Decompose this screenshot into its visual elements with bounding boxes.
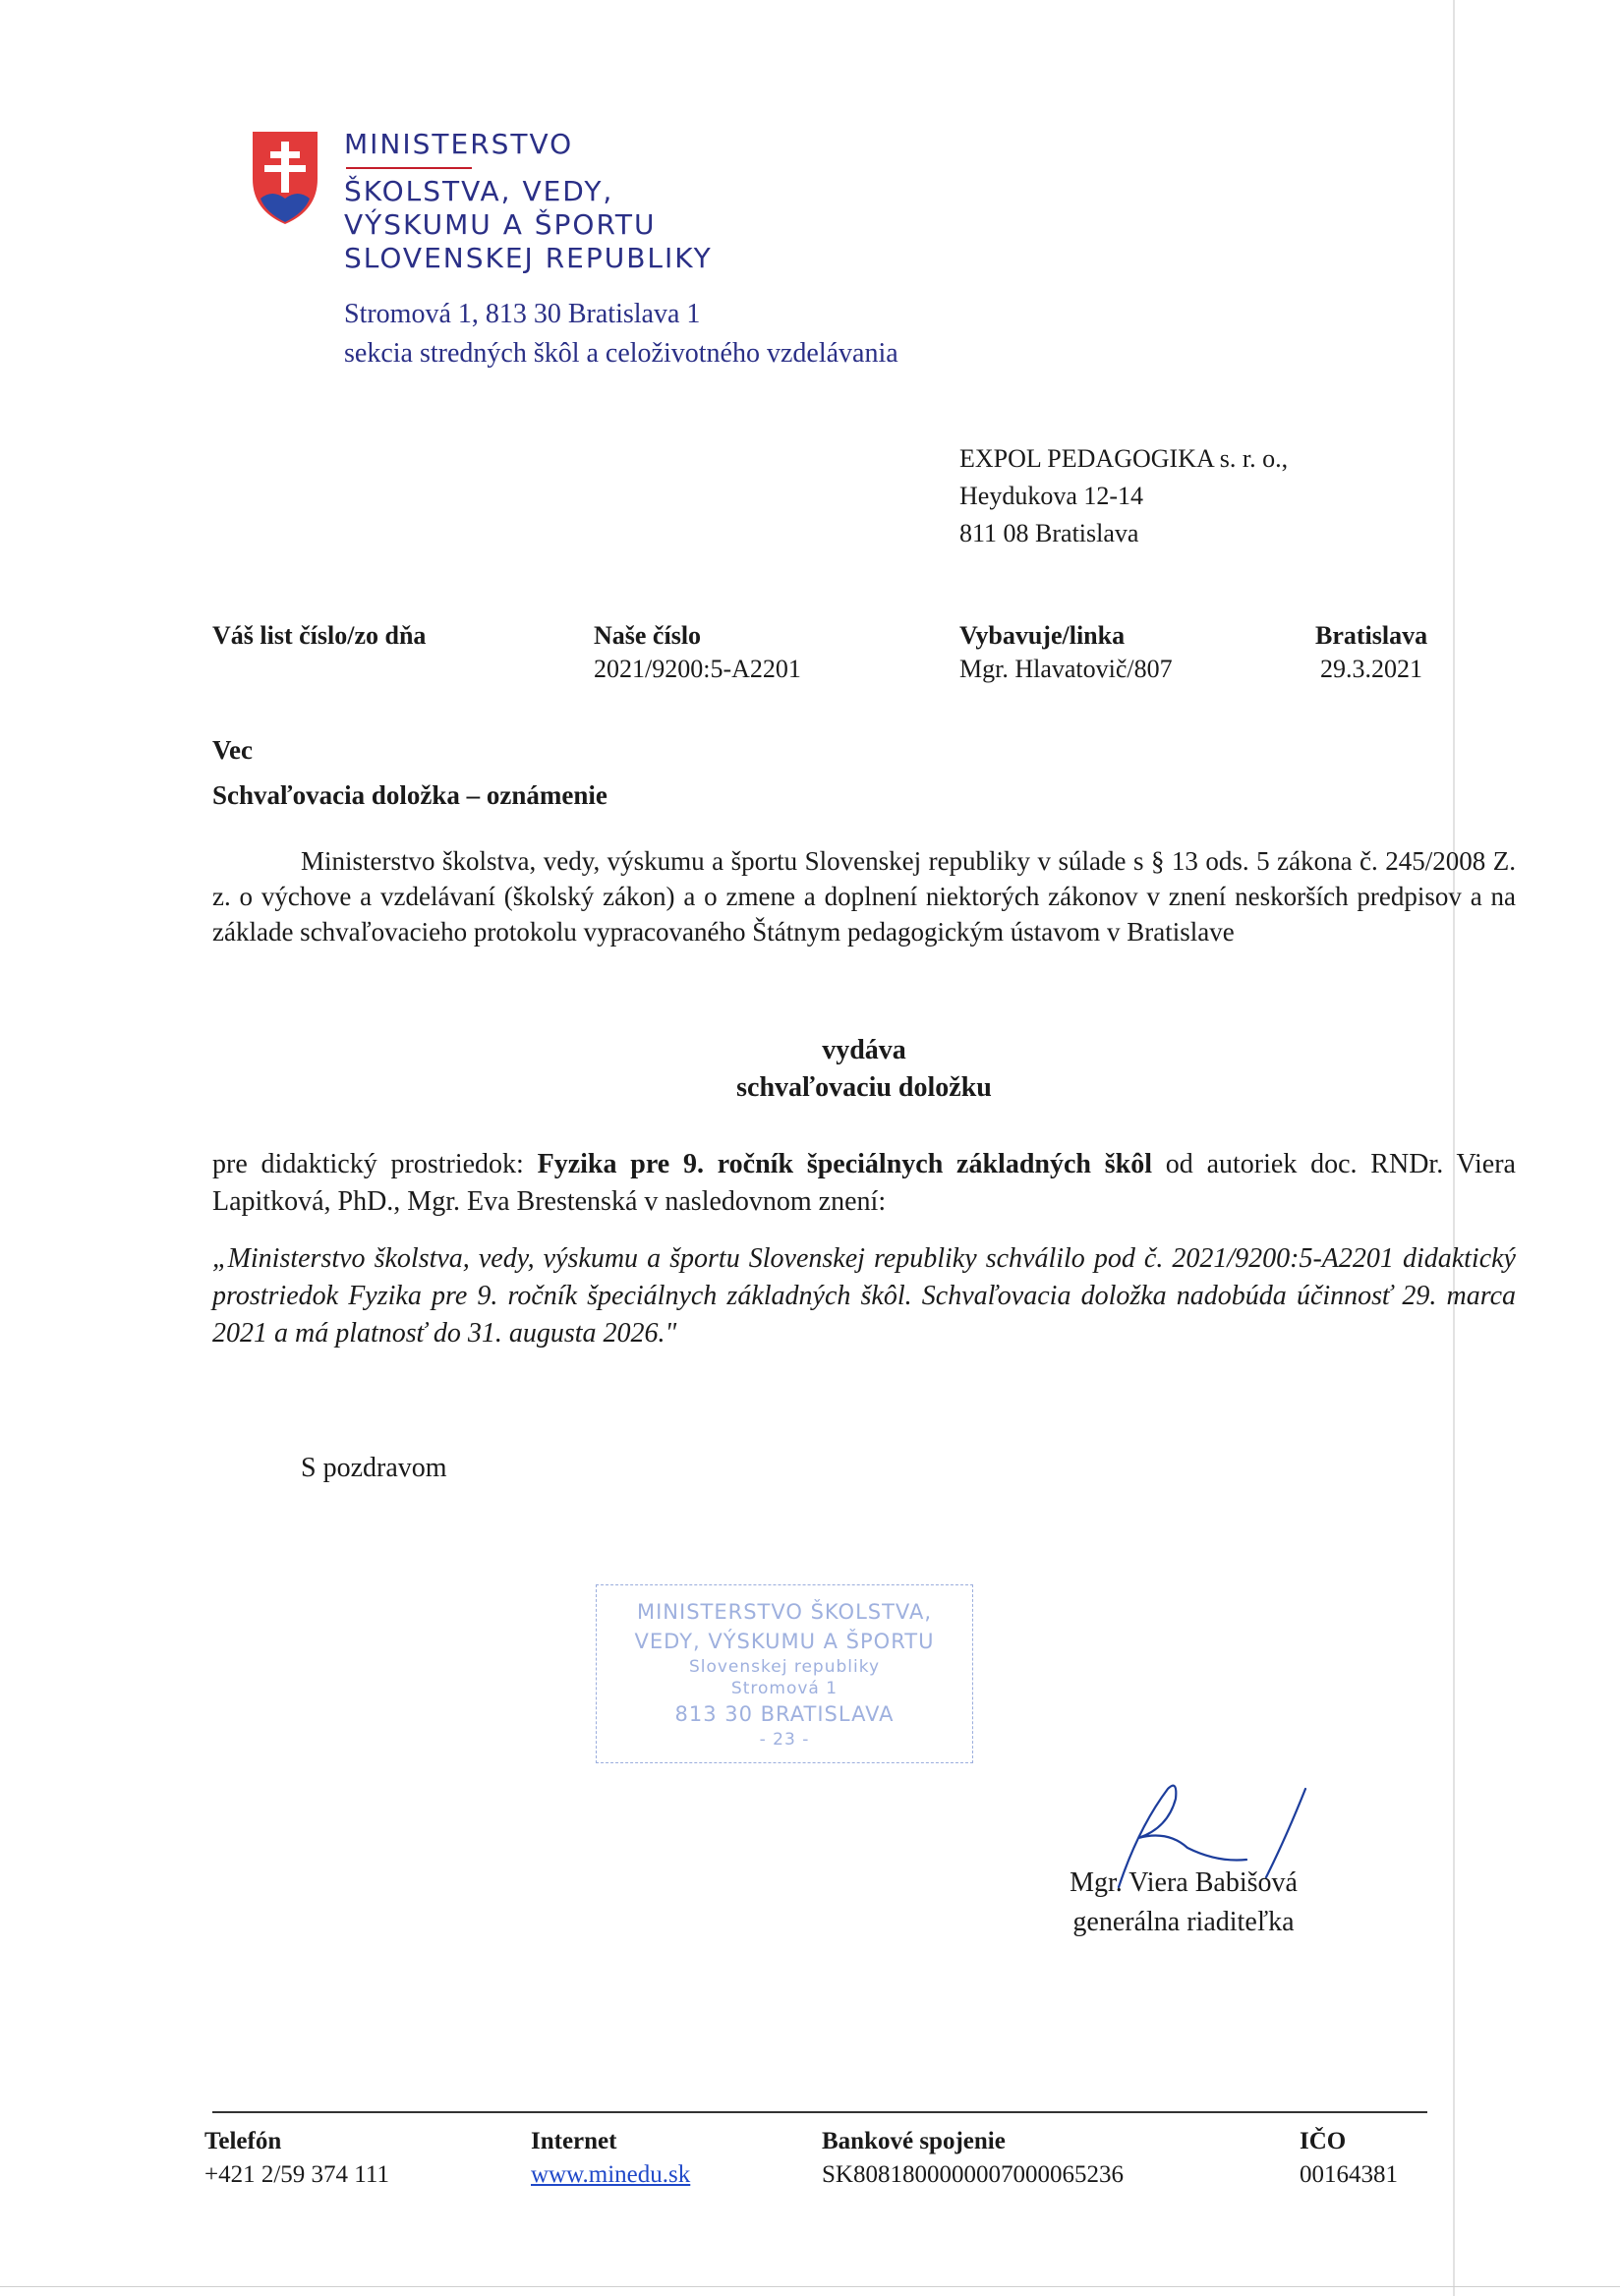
p2-suffix: od autoriek doc. RNDr. Viera Lapitková, PhD., Mgr. Eva Brestenská v nasledovnom znení: (212, 1149, 1516, 1217)
subject-title: Schvaľovacia doložka – oznámenie (212, 780, 608, 810)
footer-rule (212, 2111, 1427, 2113)
ministry-line-1: MINISTERSTVO (344, 128, 574, 160)
footer-internet-label: Internet (531, 2128, 617, 2154)
footer-phone (204, 2125, 389, 2192)
address-line-1: Stromová 1, 813 30 Bratislava 1 (344, 299, 701, 329)
signatory-role: generálna riaditeľka (1072, 1907, 1295, 1937)
ref-date-value: 29.3.2021 (1320, 655, 1423, 683)
ref-our-number (594, 619, 801, 686)
footer-ico-value: 00164381 (1300, 2161, 1398, 2188)
page-bottom-line (0, 2286, 1620, 2287)
recipient-line-2: Heydukova 12-14 (959, 482, 1144, 510)
ref-place-date (1315, 619, 1427, 686)
footer-bank-value: SK8081800000007000065236 (822, 2161, 1124, 2188)
subject-label: Vec (212, 735, 253, 765)
body-paragraph-2 (212, 1146, 1516, 1221)
signatory-name: Mgr. Viera Babišová (1070, 1867, 1298, 1898)
issues-line-2: schvaľovaciu doložku (736, 1072, 992, 1103)
ministry-red-rule (346, 167, 472, 169)
ref-handled-by-label: Vybavuje/linka (959, 621, 1126, 650)
ministry-line-2: ŠKOLSTVA, VEDY, (344, 175, 614, 207)
slovak-coat-of-arms-icon (251, 130, 319, 226)
footer-bank (822, 2125, 1124, 2192)
ref-handled-by (959, 619, 1173, 686)
ministry-line-3: VÝSKUMU A ŠPORTU (344, 208, 657, 241)
p2-title: Fyzika pre 9. ročník špeciálnych základných škôl (537, 1149, 1153, 1179)
ref-handled-by-value: Mgr. Hlavatovič/807 (959, 655, 1173, 683)
ministry-name (344, 128, 713, 275)
stamp-line-1: MINISTERSTVO ŠKOLSTVA, (637, 1600, 932, 1624)
ref-our-number-value: 2021/9200:5-A2201 (594, 655, 801, 683)
footer-ico (1300, 2125, 1398, 2192)
footer-phone-value: +421 2/59 374 111 (204, 2161, 389, 2188)
footer-internet (531, 2125, 690, 2192)
stamp-line-5: 813 30 BRATISLAVA (674, 1702, 895, 1726)
signatory (1036, 1864, 1331, 1942)
address-line-2: sekcia stredných škôl a celoživotného vzdelávania (344, 338, 898, 369)
subject (212, 727, 608, 818)
footer-phone-label: Telefón (204, 2128, 282, 2154)
issues-line-1: vydáva (822, 1035, 906, 1065)
approval-quote: „Ministerstvo školstva, vedy, výskumu a športu Slovenskej republiky schválilo pod č. 2021/9200:5-A2201 didaktický prostriedok Fyzika pre 9. ročník špeciálnych základných škôl. Schvaľovacia doložka nadobúda účinnosť 29. marca 2021 a má platnosť do 31. augusta 2026." (212, 1243, 1516, 1349)
recipient-line-1: EXPOL PEDAGOGIKA s. r. o., (959, 444, 1289, 473)
stamp-line-6: - 23 - (759, 1730, 810, 1750)
ref-place-label: Bratislava (1315, 621, 1428, 650)
ministry-address (344, 295, 898, 373)
recipient-address (959, 440, 1288, 552)
official-stamp (596, 1584, 973, 1763)
stamp-line-3: Slovenskej republiky (688, 1657, 881, 1677)
recipient-line-3: 811 08 Bratislava (959, 519, 1139, 547)
body-paragraph-1: Ministerstvo školstva, vedy, výskumu a športu Slovenskej republiky v súlade s § 13 ods. 5 zákona č. 245/2008 Z. z. o výchove a vzdelávaní (školský zákon) a o zmene a doplnení niektorých zákonov v znení neskorších predpisov a na základe schvaľovacieho protokolu vypracovaného Štátnym pedagogickým ústavom v Bratislave (212, 846, 1516, 947)
footer-bank-label: Bankové spojenie (822, 2128, 1006, 2154)
ref-your-letter-label: Váš list číslo/zo dňa (212, 621, 427, 650)
stamp-line-4: Stromová 1 (730, 1679, 839, 1698)
issues-heading (212, 1032, 1516, 1107)
greeting: S pozdravom (301, 1453, 447, 1483)
ref-our-number-label: Naše číslo (594, 621, 702, 650)
ref-your-letter (212, 619, 426, 653)
stamp-line-2: VEDY, VÝSKUMU A ŠPORTU (634, 1630, 935, 1653)
ministry-line-4: SLOVENSKEJ REPUBLIKY (344, 242, 713, 274)
footer-ico-label: IČO (1300, 2128, 1347, 2154)
footer-website-link[interactable]: www.minedu.sk (531, 2161, 691, 2188)
p2-prefix: pre didaktický prostriedok: (212, 1149, 538, 1179)
